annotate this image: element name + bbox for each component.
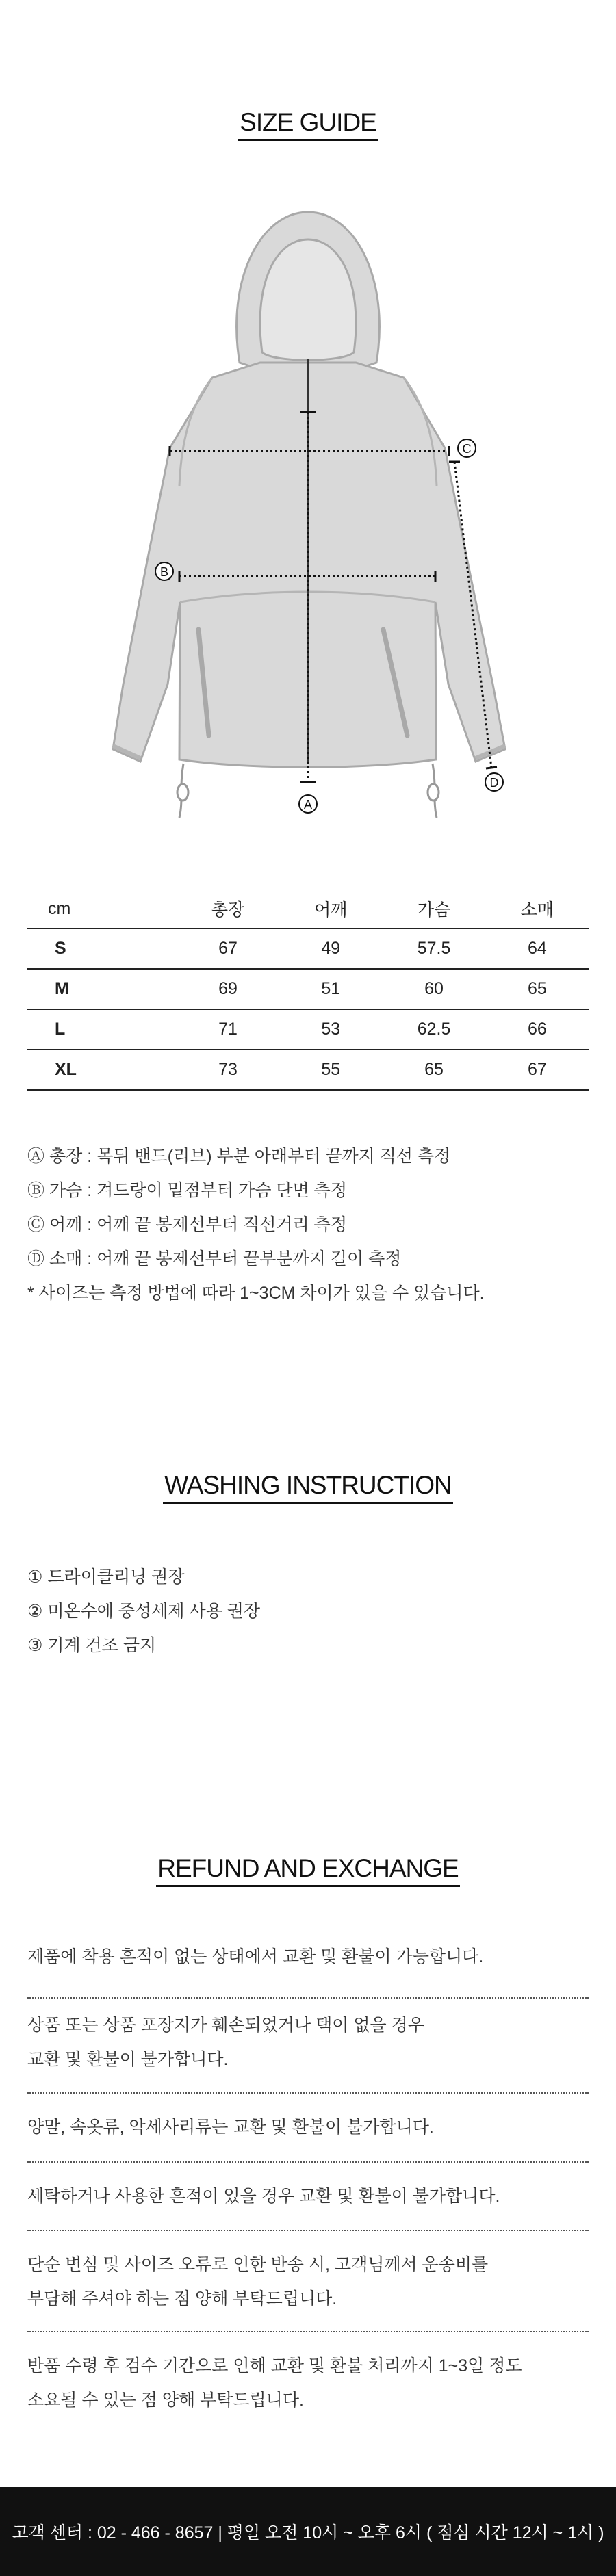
- size-value: 65: [486, 969, 589, 1009]
- size-label: L: [27, 1009, 177, 1050]
- size-table-header-row: [27, 889, 589, 928]
- size-value: 67: [177, 928, 279, 969]
- size-label: S: [27, 928, 177, 969]
- header-shoulder: 어깨: [279, 889, 382, 928]
- note-length: Ⓐ 총장 : 목뒤 밴드(리브) 부분 아래부터 끝까지 직선 측정: [27, 1147, 451, 1166]
- measurement-notes: [27, 1139, 595, 1310]
- list-item: ① 드라이클리닝 권장: [27, 1567, 185, 1587]
- size-value: 57.5: [382, 928, 485, 969]
- size-label: M: [27, 969, 177, 1009]
- size-value: 71: [177, 1009, 279, 1050]
- size-table: [27, 889, 589, 1091]
- list-item: [27, 2163, 589, 2231]
- list-item: [27, 1940, 589, 1999]
- list-item: [27, 1999, 589, 2094]
- refund-line: 양말, 속옷류, 악세사리류는 교환 및 환불이 불가합니다.: [27, 2118, 434, 2137]
- table-row: [27, 1050, 589, 1090]
- list-item: [27, 2332, 589, 2428]
- size-value: 49: [279, 928, 382, 969]
- svg-text:C: C: [462, 442, 472, 456]
- header-chest: 가슴: [382, 889, 485, 928]
- marker-c: [458, 439, 476, 457]
- washing-list: [27, 1560, 260, 1663]
- jacket-diagram: [0, 198, 616, 835]
- size-guide-title: [0, 108, 616, 141]
- table-row: [27, 969, 589, 1009]
- list-item: [27, 2231, 589, 2332]
- size-value: 53: [279, 1009, 382, 1050]
- size-value: 64: [486, 928, 589, 969]
- refund-title: [0, 1854, 616, 1887]
- size-value: 55: [279, 1050, 382, 1090]
- customer-center-info: 고객 센터 : 02 - 466 - 8657 | 평일 오전 10시 ~ 오후 6시 ( 점심 시간 12시 ~ 1시 ): [12, 2523, 604, 2542]
- refund-line: 상품 또는 상품 포장지가 훼손되었거나 택이 없을 경우: [27, 2016, 424, 2035]
- size-value: 51: [279, 969, 382, 1009]
- list-item: [27, 2094, 589, 2163]
- table-row: [27, 928, 589, 969]
- size-label: XL: [27, 1050, 177, 1090]
- svg-text:B: B: [159, 565, 169, 579]
- svg-text:D: D: [489, 776, 499, 790]
- size-value: 62.5: [382, 1009, 485, 1050]
- size-value: 69: [177, 969, 279, 1009]
- list-item: ③ 기계 건조 금지: [27, 1636, 157, 1655]
- size-value: 67: [486, 1050, 589, 1090]
- note-chest: Ⓑ 가슴 : 겨드랑이 밑점부터 가슴 단면 측정: [27, 1181, 347, 1200]
- refund-line: 단순 변심 및 사이즈 오류로 인한 반송 시, 고객님께서 운송비를: [27, 2255, 489, 2274]
- note-sleeve: Ⓓ 소매 : 어깨 끝 봉제선부터 끝부분까지 길이 측정: [27, 1249, 402, 1269]
- size-value: 65: [382, 1050, 485, 1090]
- refund-line: 부담해 주셔야 하는 점 양해 부탁드립니다.: [27, 2289, 337, 2308]
- svg-text:A: A: [303, 798, 313, 811]
- size-value: 60: [382, 969, 485, 1009]
- marker-b: [155, 562, 173, 580]
- refund-line: 제품에 착용 흔적이 없는 상태에서 교환 및 환불이 가능합니다.: [27, 1947, 484, 1966]
- marker-a: [299, 795, 317, 813]
- refund-line: 반품 수령 후 검수 기간으로 인해 교환 및 환불 처리까지 1~3일 정도: [27, 2356, 522, 2376]
- refund-line: 소요될 수 있는 점 양해 부탁드립니다.: [27, 2391, 304, 2410]
- refund-list: [27, 1940, 589, 2428]
- size-value: 73: [177, 1050, 279, 1090]
- refund-line: 세탁하거나 사용한 흔적이 있을 경우 교환 및 환불이 불가합니다.: [27, 2187, 500, 2206]
- footer: [0, 2487, 616, 2576]
- refund-line: 교환 및 환불이 불가합니다.: [27, 2050, 229, 2069]
- header-length: 총장: [177, 889, 279, 928]
- note-shoulder: Ⓒ 어깨 : 어깨 끝 봉제선부터 직선거리 측정: [27, 1215, 347, 1234]
- table-row: [27, 1009, 589, 1050]
- marker-d: [485, 773, 503, 791]
- washing-title: [0, 1471, 616, 1504]
- size-guide-title-text: SIZE GUIDE: [238, 108, 378, 141]
- refund-title-text: REFUND AND EXCHANGE: [156, 1854, 459, 1887]
- list-item: ② 미온수에 중성세제 사용 권장: [27, 1602, 260, 1621]
- washing-title-text: WASHING INSTRUCTION: [163, 1471, 453, 1504]
- header-cm: cm: [27, 889, 177, 928]
- header-sleeve: 소매: [486, 889, 589, 928]
- size-value: 66: [486, 1009, 589, 1050]
- note-disclaimer: * 사이즈는 측정 방법에 따라 1~3CM 차이가 있을 수 있습니다.: [27, 1284, 485, 1303]
